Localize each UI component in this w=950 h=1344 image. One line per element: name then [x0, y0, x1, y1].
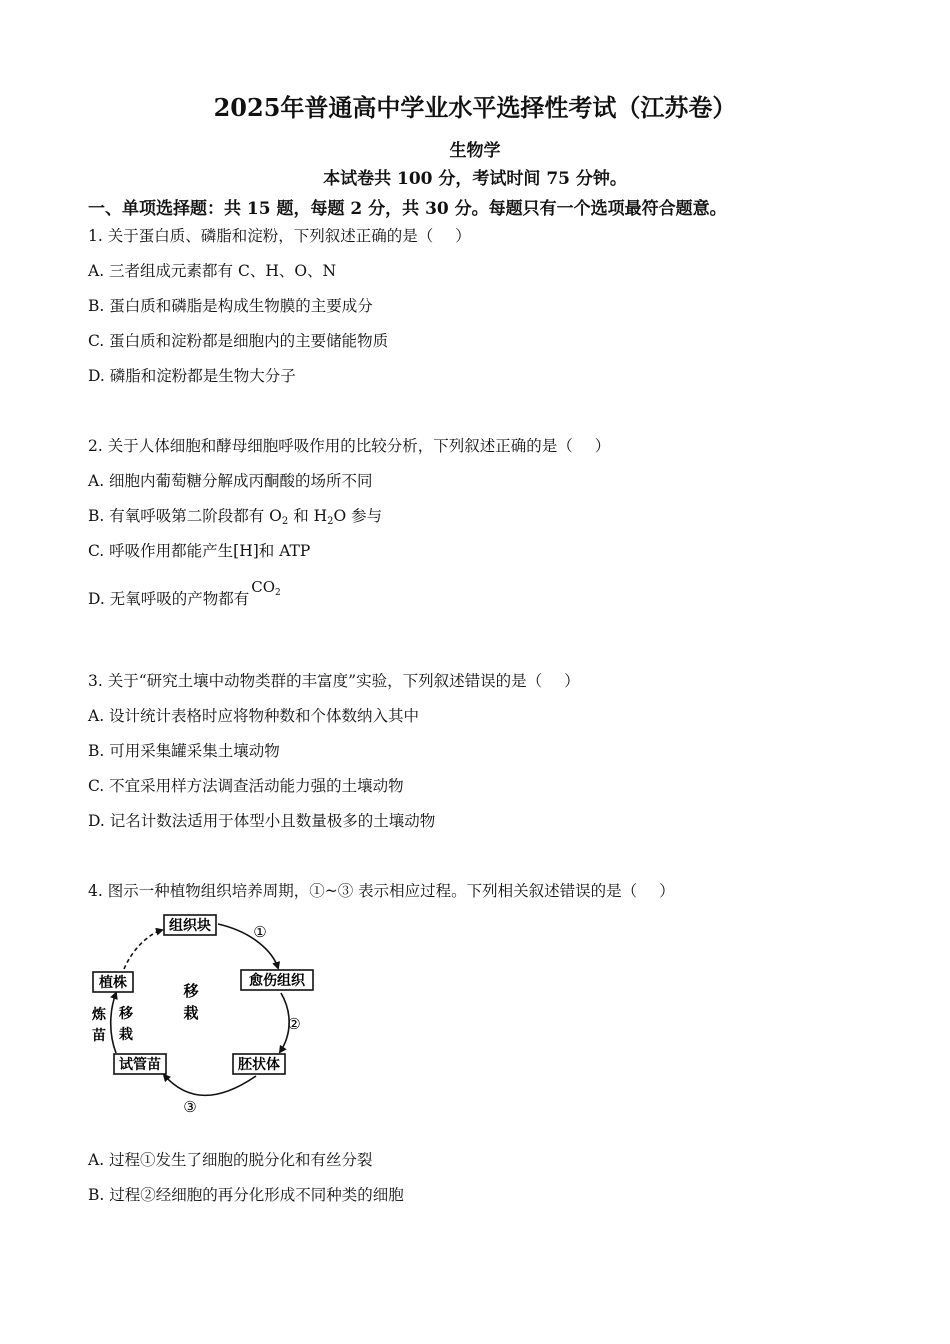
- node-callus: 愈伤组织: [249, 973, 305, 989]
- step1-label: ①: [253, 923, 267, 941]
- q1-option-b: B. 蛋白质和磷脂是构成生物膜的主要成分: [88, 297, 373, 315]
- transplant-label-2: 栽: [119, 1027, 133, 1043]
- q2-option-d: D. 无氧呼吸的产物都有$CO_2$: [88, 578, 281, 608]
- node-plant: 植株: [99, 975, 127, 991]
- node-embryoid: 胚状体: [238, 1057, 280, 1073]
- arrow-transplant: [111, 993, 116, 1053]
- q4-stem: 4. 图示一种植物组织培养周期，①~③ 表示相应过程。下列相关叙述错误的是（ ）: [88, 882, 675, 900]
- exam-info: 本试卷共 100 分，考试时间 75 分钟。: [323, 169, 627, 189]
- step2-label: ②: [287, 1015, 301, 1033]
- q1-option-a: A. 三者组成元素都有 C、H、O、N: [88, 262, 337, 280]
- q3-option-d: D. 记名计数法适用于体型小且数量极多的土壤动物: [88, 812, 436, 830]
- arrow-step3: [164, 1075, 256, 1095]
- q2-option-c: C. 呼吸作用都能产生[H]和 ATP: [88, 542, 311, 560]
- q1-option-c: C. 蛋白质和淀粉都是细胞内的主要储能物质: [88, 332, 389, 350]
- q2-option-a: A. 细胞内葡萄糖分解成丙酮酸的场所不同: [88, 472, 373, 490]
- center-label-2: 栽: [183, 1004, 199, 1022]
- co2-formula: $CO_2$: [251, 578, 281, 598]
- q2-option-b: B. 有氧呼吸第二阶段都有 $O_2$ 和 $H_2O$ 参与: [88, 507, 383, 527]
- center-label-1: 移: [183, 982, 199, 1000]
- node-seedling: 试管苗: [119, 1057, 161, 1073]
- exam-title: 2025年普通高中学业水平选择性考试（江苏卷）: [213, 93, 737, 122]
- q1-option-d: D. 磷脂和淀粉都是生物大分子: [88, 367, 296, 385]
- arrow-step1: [218, 924, 278, 968]
- q3-option-b: B. 可用采集罐采集土壤动物: [88, 742, 280, 760]
- subject-title: 生物学: [449, 141, 501, 161]
- q4-option-b: B. 过程②经细胞的再分化形成不同种类的细胞: [88, 1186, 404, 1204]
- step3-label: ③: [183, 1098, 197, 1116]
- harden-label-2: 苗: [92, 1028, 106, 1044]
- q1-stem: 1. 关于蛋白质、磷脂和淀粉，下列叙述正确的是（ ）: [88, 227, 471, 245]
- transplant-label-1: 移: [119, 1006, 133, 1022]
- q3-stem: 3. 关于“研究土壤中动物类群的丰富度”实验，下列叙述错误的是（ ）: [88, 672, 580, 690]
- q3-option-a: A. 设计统计表格时应将物种数和个体数纳入其中: [88, 707, 420, 725]
- q2-stem: 2. 关于人体细胞和酵母细胞呼吸作用的比较分析，下列叙述正确的是（ ）: [88, 437, 611, 455]
- q3-option-c: C. 不宜采用样方法调查活动能力强的土壤动物: [88, 777, 404, 795]
- tissue-culture-cycle-diagram: [88, 912, 328, 1122]
- q4-option-a: A. 过程①发生了细胞的脱分化和有丝分裂: [88, 1151, 373, 1169]
- arrow-dashed-return: [124, 930, 162, 969]
- node-tissue: 组织块: [169, 918, 211, 934]
- section-heading: 一、单项选择题：共 15 题，每题 2 分，共 30 分。每题只有一个选项最符合题意。: [88, 199, 727, 219]
- harden-label-1: 炼: [92, 1007, 106, 1023]
